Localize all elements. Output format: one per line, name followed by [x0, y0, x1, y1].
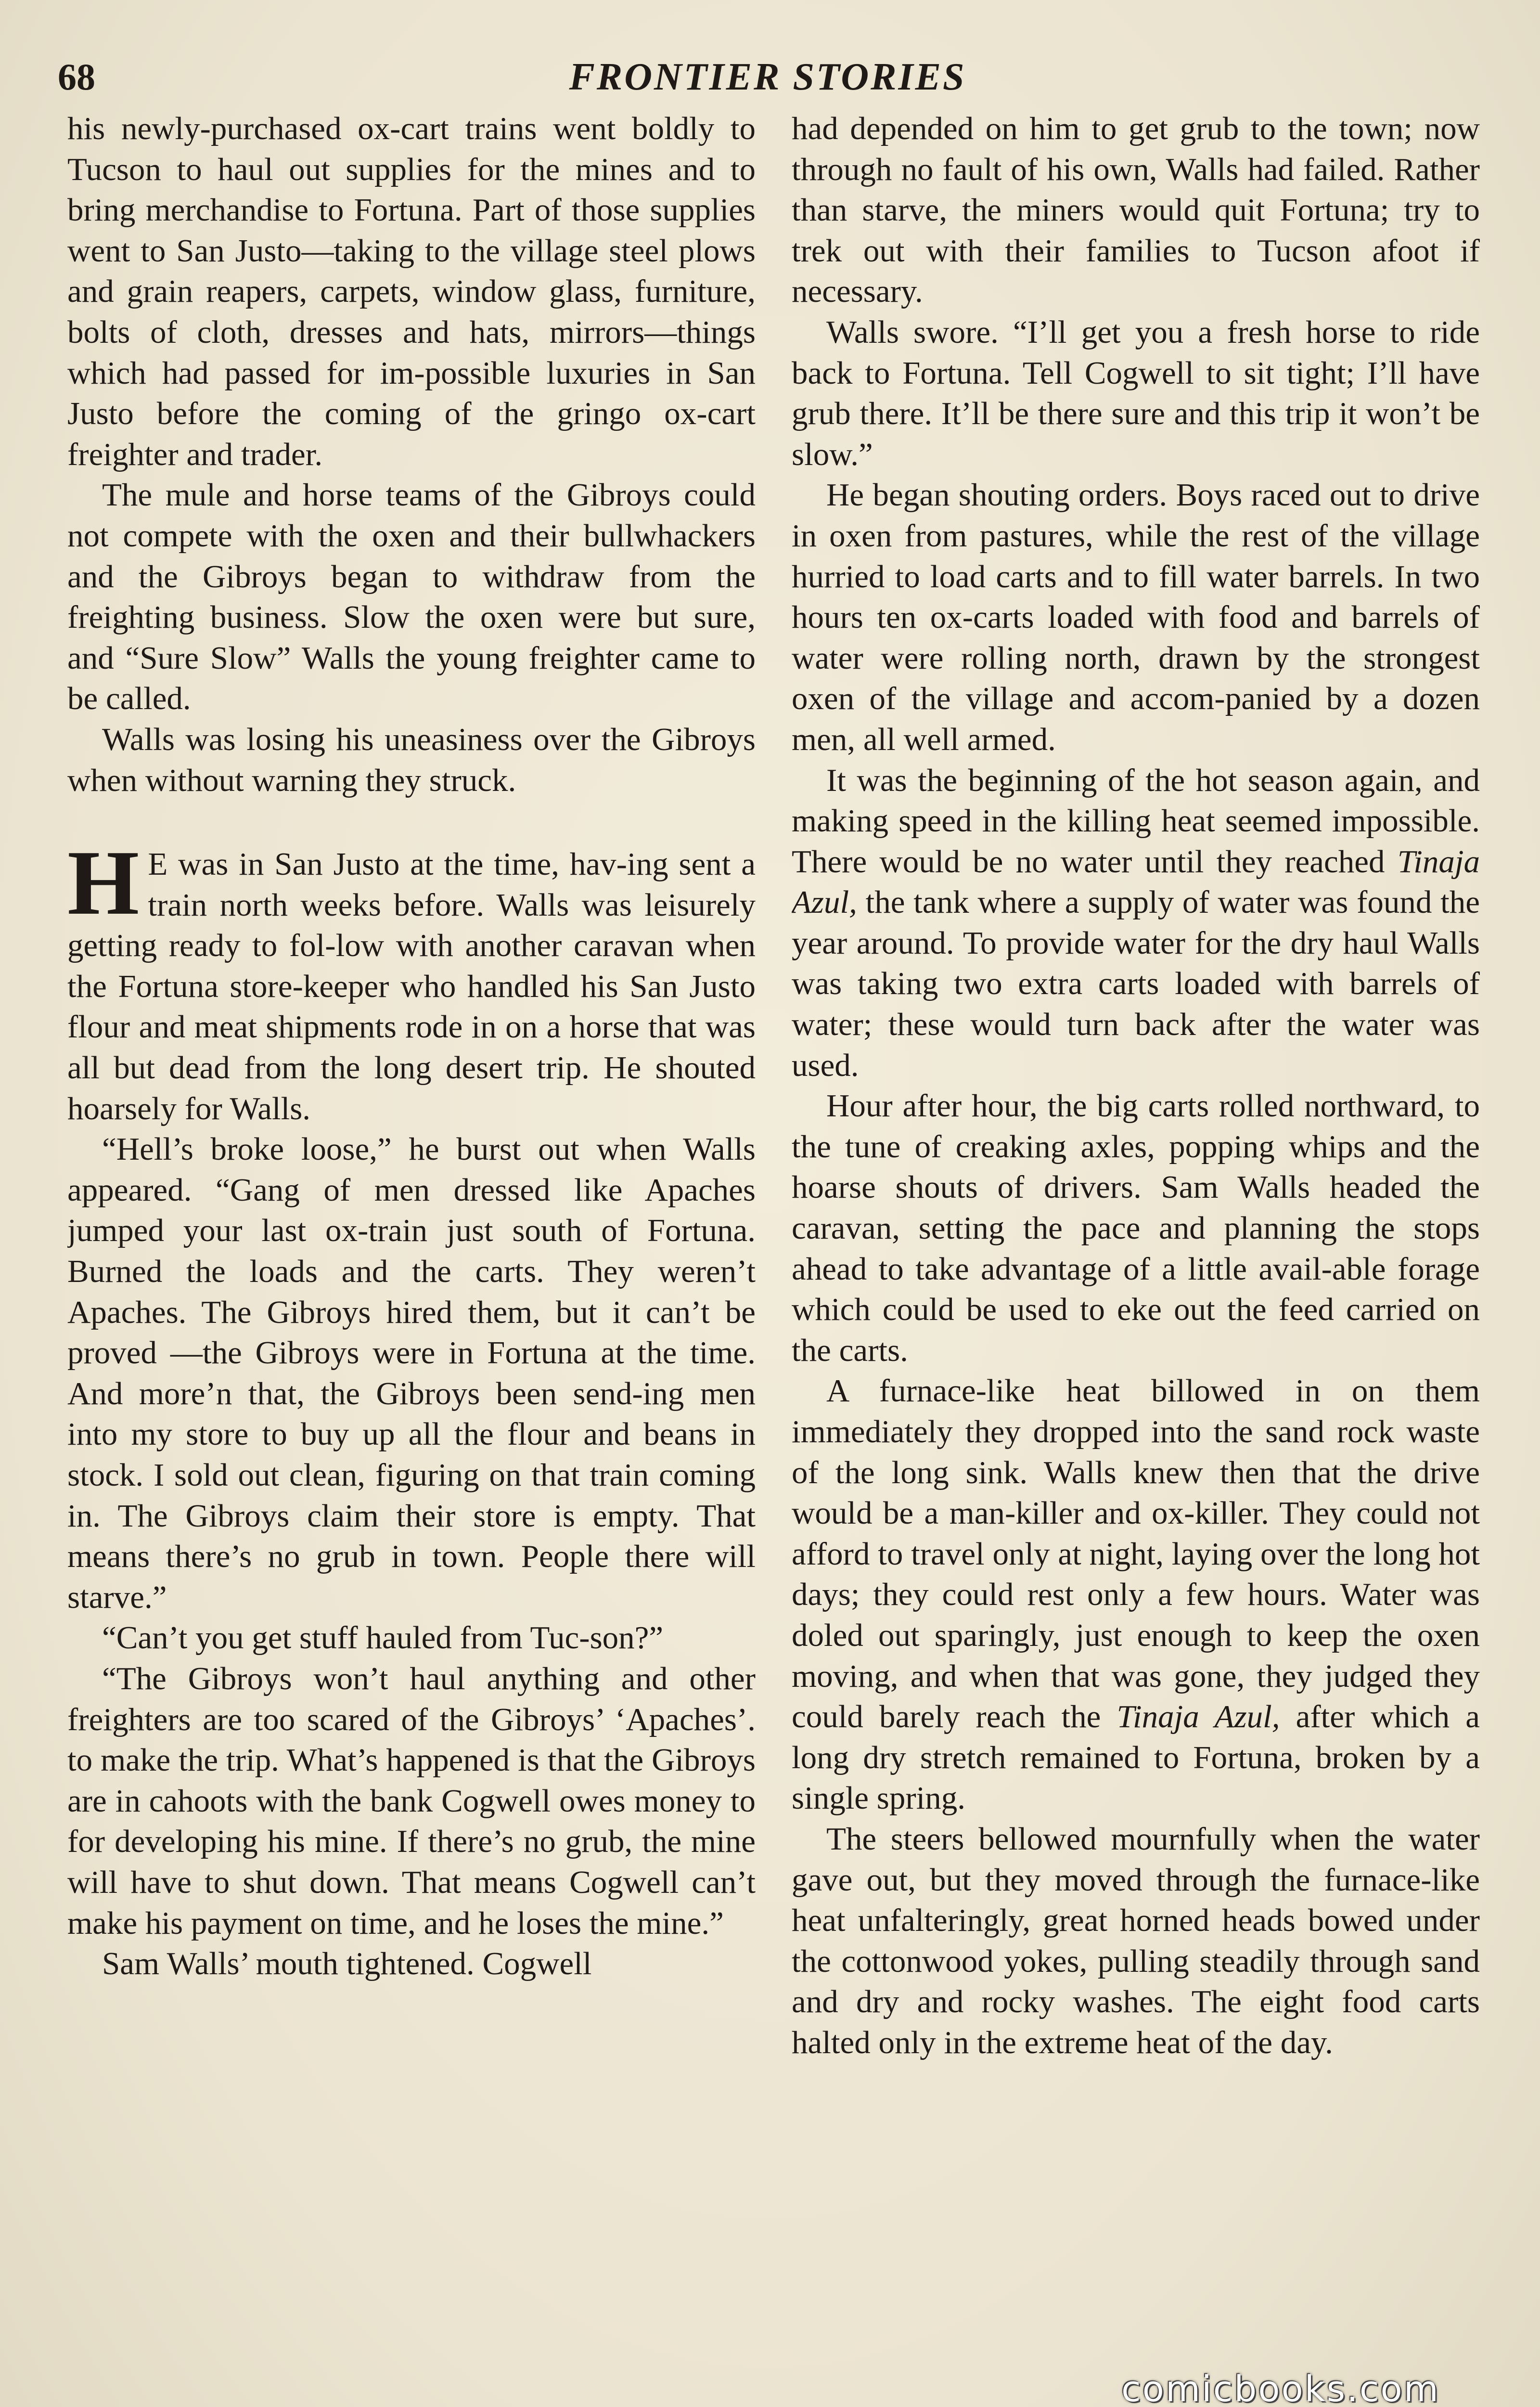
paragraph: “Can’t you get stuff hauled from Tuc-son?” [102, 1620, 664, 1656]
paragraph: “Hell’s broke loose,” he burst out when Walls appeared. “Gang of men dressed like Apaches jumped your last ox-train just south of Fortuna. Burned the loads and the carts. They weren’t Apaches. The Gibroys hired them, but it can’t be proved —the Gibroys were in Fortuna at the time. And more’n that, the Gibroys been send-ing men into my store to buy up all the flour and beans in stock. I sold out clean, figuring on that train coming in. The Gibroys claim their store is empty. That means there’s no grub in town. People there will starve.” [67, 1131, 756, 1615]
right-column [792, 108, 1480, 2407]
page-header [58, 53, 1477, 101]
text-run: It was the beginning of the hot season again, and making speed in the killing heat seemed impossible. There would be no water until they reached [792, 762, 1480, 880]
italic-place-name: Tinaja Azul, [1116, 1699, 1280, 1735]
section-break-space [67, 801, 756, 844]
text-run: A furnace-like heat billowed in on them immediately they dropped into the sand rock waste of the long sink. Walls knew then that the drive would be a man-killer and ox-killer. They could not afford to travel only at night, laying over the long hot days; they could rest only a few hours. Water was doled out sparingly, just enough to keep the oxen moving, and when that was gone, they judged they could barely reach the [792, 1373, 1480, 1735]
paragraph: Sam Walls’ mouth tightened. Cogwell [102, 1946, 592, 1982]
italic-place-name: Tinaja Azul, [792, 843, 1480, 920]
left-column [67, 108, 756, 2407]
paragraph [792, 1371, 1480, 1819]
paragraph [792, 760, 1480, 1086]
paragraph: “The Gibroys won’t haul anything and other freighters are too scared of the Gibroys’ ‘Apaches’. to make the trip. What’s happened is that the Gibroys are in cahoots with the bank Cogwell owes money to for developing his mine. If there’s no grub, the mine will have to shut down. That means Cogwell can’t make his payment on time, and he loses the mine.” [67, 1660, 756, 1941]
page-number: 68 [58, 56, 95, 98]
paragraph: The mule and horse teams of the Gibroys could not compete with the oxen and their bullwhackers and the Gibroys began to withdraw from the freighting business. Slow the oxen were but sure, and “Sure Slow” Walls the young freighter came to be called. [67, 477, 756, 717]
paragraph: Walls was losing his uneasiness over the Gibroys when without warning they struck. [67, 721, 756, 798]
section-opening-paragraph [67, 831, 756, 1129]
paragraph: had depended on him to get grub to the town; now through no fault of his own, Walls had failed. Rather than starve, the miners would quit Fortuna; try to trek out with their families to Tucson afoot if necessary. [792, 111, 1480, 310]
paragraph: Hour after hour, the big carts rolled northward, to the tune of creaking axles, popping whips and the hoarse shouts of drivers. Sam Walls headed the caravan, setting the pace and planning the stops ahead to take advantage of a little avail-able forage which could be used to eke out the feed carried on the carts. [792, 1088, 1480, 1368]
section-opening-text: E was in San Justo at the time, hav-ing sent a train north weeks before. Walls was leisurely getting ready to fol-low with another caravan when the Fortuna store-keeper who handled his San Justo flour and meat shipments rode in on a horse that was all but dead from the long desert trip. He shouted hoarsely for Walls. [67, 846, 756, 1126]
watermark: comicbooks.com [1121, 2368, 1440, 2407]
drop-cap: H [67, 831, 140, 934]
paragraph: The steers bellowed mournfully when the water gave out, but they moved through the furnace-like heat unfalteringly, great horned heads bowed under the cottonwood yokes, pulling steadily through sand and dry and rocky washes. The eight food carts halted only in the extreme heat of the day. [792, 1821, 1480, 2060]
paragraph: Walls swore. “I’ll get you a fresh horse to ride back to Fortuna. Tell Cogwell to sit tight; I’ll have grub there. It’ll be there sure and this trip it won’t be slow.” [792, 314, 1480, 472]
text-run: the tank where a supply of water was found the year around. To provide water for the dry haul Walls was taking two extra carts loaded with barrels of water; these would turn back after the water was used. [792, 884, 1480, 1083]
paragraph: He began shouting orders. Boys raced out to drive in oxen from pastures, while the rest of the village hurried to load carts and to fill water barrels. In two hours ten ox-carts loaded with food and barrels of water were rolling north, drawn by the strongest oxen of the village and accom-panied by a dozen men, all well armed. [792, 477, 1480, 757]
paragraph: his newly-purchased ox-cart trains went boldly to Tucson to haul out supplies for the mines and to bring merchandise to Fortuna. Part of those supplies went to San Justo—taking to the village steel plows and grain reapers, carpets, window glass, furniture, bolts of cloth, dresses and hats, mirrors—things which had passed for im-possible luxuries in San Justo before the coming of the gringo ox-cart freighter and trader. [67, 111, 756, 472]
running-title: FRONTIER STORIES [569, 56, 966, 98]
text-run: after which a long dry stretch remained to Fortuna, broken by a single spring. [792, 1699, 1480, 1816]
